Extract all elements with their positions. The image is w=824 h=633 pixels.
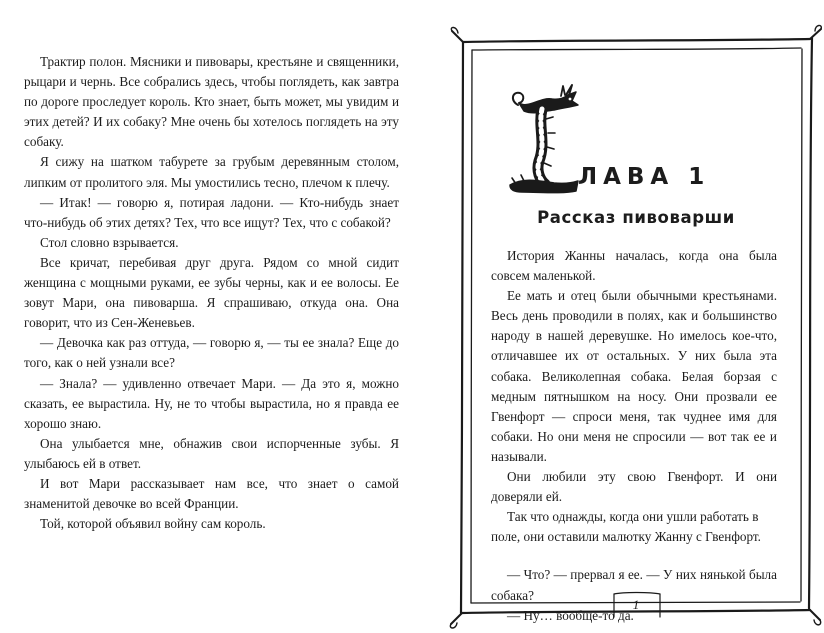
- right-page-body: [491, 246, 777, 626]
- left-paragraph-2: Я сижу на шатком табурете за грубым деревянным столом, липким от пролитого эля. Мы умостились тесно, плечом к плечу.: [24, 154, 399, 190]
- left-paragraph-7: — Знала? — удивленно отвечает Мари. — Да это я, можно сказать, ее вырастила. Ну, не то чтобы вырастила, но я правда ее хорошо знаю.: [24, 375, 399, 431]
- left-paragraph-10: Той, которой объявил войну сам король.: [40, 516, 266, 532]
- right-paragraph-2: Ее мать и отец были обычными крестьянами. Весь день проводили в полях, как и большинство народу в нашей деревушке. Но имелось кое-что, отличавшее их от остальных. У них была эта собака. Великолепная собака. Белая борзая с медным пятнышком на носу. Они прозвали ее Гвенфорт — спроси меня, так чуднее имя для собаки. Но они меня не спросили — вот так ее и называли.: [491, 288, 777, 464]
- left-paragraph-6: — Девочка как раз оттуда, — говорю я, — ты ее знала? Еще до того, как о ней узнали все?: [24, 335, 399, 371]
- left-paragraph-1: Трактир полон. Мясники и пивовары, крестьяне и священники, рыцари и чернь. Все собрались здесь, чтобы поглядеть, как завтра по дороге проследует король. Кто знает, быть может, мы увидим и этих детей? И их собаку? Мне очень бы хотелось поглядеть на эту собаку.: [24, 54, 399, 150]
- page-number: 1: [632, 597, 640, 612]
- left-paragraph-4: Стол словно взрывается.: [40, 234, 179, 250]
- right-paragraph-1: История Жанны началась, когда она была совсем маленькой.: [491, 248, 777, 284]
- right-paragraph-6: — Ну… вообще-то да.: [507, 607, 634, 623]
- left-paragraph-3: — Итак! — говорю я, потирая ладони. — Кто-нибудь знает что-нибудь об этих детях? Тех, что все ищут? Тех, что с собакой?: [24, 194, 399, 230]
- right-paragraph-3: Они любили эту свою Гвенфорт. И они доверяли ей.: [491, 469, 777, 505]
- right-paragraph-4: Так что однажды, когда они ушли работать в поле, они оставили малютку Жанну с Гвенфорт.: [491, 509, 761, 545]
- chapter-heading: ЛАВА 1: [578, 164, 711, 190]
- left-paragraph-5: Все кричат, перебивая друг друга. Рядом со мной сидит женщина с мощными руками, ее зубы черны, как и ее волосы. Ее зовут Мари, она пивоварша. Я спрашиваю, откуда она. Она говорит, что из Сен-Женевьев.: [24, 254, 399, 331]
- left-paragraph-8: Она улыбается мне, обнажив свои испорченные зубы. Я улыбаюсь ей в ответ.: [24, 435, 399, 471]
- section-title: Рассказ пивоварши: [537, 208, 735, 227]
- left-paragraph-9: И вот Мари рассказывает нам все, что знает о самой знаменитой девочке во всей Франции.: [24, 475, 399, 512]
- right-paragraph-5: — Что? — прервал я ее. — У них нянькой была собака?: [491, 567, 777, 603]
- dragon-initial-icon: [506, 83, 582, 195]
